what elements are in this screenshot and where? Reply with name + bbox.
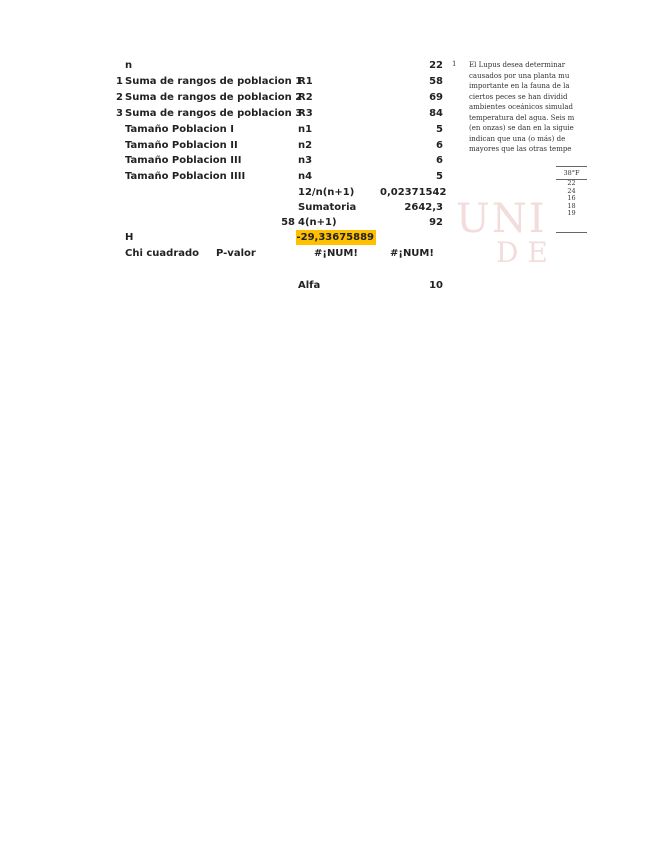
sym-coef[interactable]: 12/n(n+1) [298,187,355,198]
doc-line: mayores que las otras tempe [469,145,572,153]
value-r3[interactable]: 84 [429,108,443,119]
value-four[interactable]: 92 [429,217,443,228]
sym-four[interactable]: 4(n+1) [298,217,337,228]
label-chi[interactable]: Chi cuadrado [125,248,200,259]
table-value: 22 [567,179,576,187]
value-t3[interactable]: 6 [436,155,443,166]
sym-t3[interactable]: n3 [298,155,313,166]
doc-line: causados por una planta mu [469,71,570,80]
value-coef[interactable]: 0,02371542 [380,187,447,198]
sym-alfa[interactable]: Alfa [298,280,321,291]
doc-line: ciertos peces se han dividid [469,92,568,101]
value-t4[interactable]: 5 [436,171,443,182]
label-pvalor[interactable]: P-valor [216,248,256,259]
embedded-document-image[interactable] [452,56,585,269]
label-h[interactable]: H [125,232,134,243]
value-sum[interactable]: 2642,3 [404,202,443,213]
watermark-text: UNI [456,196,547,242]
index-1[interactable]: 1 [116,76,123,87]
doc-line: importante en la fauna de la [469,82,570,90]
value-h[interactable]: -29,33675889 [296,232,374,243]
sym-r1[interactable]: R1 [298,76,313,87]
problem-number: 1 [452,60,457,68]
value-alfa[interactable]: 10 [429,280,443,291]
value-chi[interactable]: #¡NUM! [314,248,358,259]
table-value: 24 [567,186,576,195]
doc-table [556,166,587,233]
sym-r2[interactable]: R2 [298,92,313,103]
label-t4[interactable]: Tamaño Poblacion IIII [125,171,246,182]
label-t2[interactable]: Tamaño Poblacion II [125,140,238,151]
watermark-text-2: D E [496,236,548,269]
value-n[interactable]: 22 [429,60,443,71]
doc-line: temperatura del agua. Seis m [469,113,575,122]
label-r1[interactable]: Suma de rangos de poblacion 1 [125,76,303,87]
sym-t1[interactable]: n1 [298,124,313,135]
sym-sum[interactable]: Sumatoria [298,202,357,213]
index-2[interactable]: 2 [116,92,123,103]
problem-paragraph [469,60,587,155]
value-t2[interactable]: 6 [436,140,443,151]
sym-r3[interactable]: R3 [298,108,313,119]
table-value: 18 [567,201,576,210]
sym-t2[interactable]: n2 [298,140,313,151]
table-value: 16 [567,194,576,202]
table-value: 19 [567,209,576,217]
label-t1[interactable]: Tamaño Poblacion I [125,124,234,135]
doc-line: indican que una (o más) de [469,134,566,143]
table-header: 38°F [563,169,580,177]
value-r2[interactable]: 69 [429,92,443,103]
doc-line: (en onzas) se dan en la siguie [469,124,574,132]
table-rule-bottom [556,232,587,233]
label-n[interactable]: n [125,60,133,71]
label-t3[interactable]: Tamaño Poblacion III [125,155,242,166]
value-pvalor[interactable]: #¡NUM! [390,248,434,259]
index-3[interactable]: 3 [116,108,123,119]
doc-line: El Lupus desea determinar [469,61,566,69]
value-four-left[interactable]: 58 [281,217,295,228]
label-r2[interactable]: Suma de rangos de poblacion 2 [125,92,303,103]
doc-line: ambientes oceánicos simulad [469,103,573,111]
label-r3[interactable]: Suma de rangos de poblacion 3 [125,108,303,119]
sym-t4[interactable]: n4 [298,171,313,182]
value-t1[interactable]: 5 [436,124,443,135]
value-r1[interactable]: 58 [429,76,443,87]
